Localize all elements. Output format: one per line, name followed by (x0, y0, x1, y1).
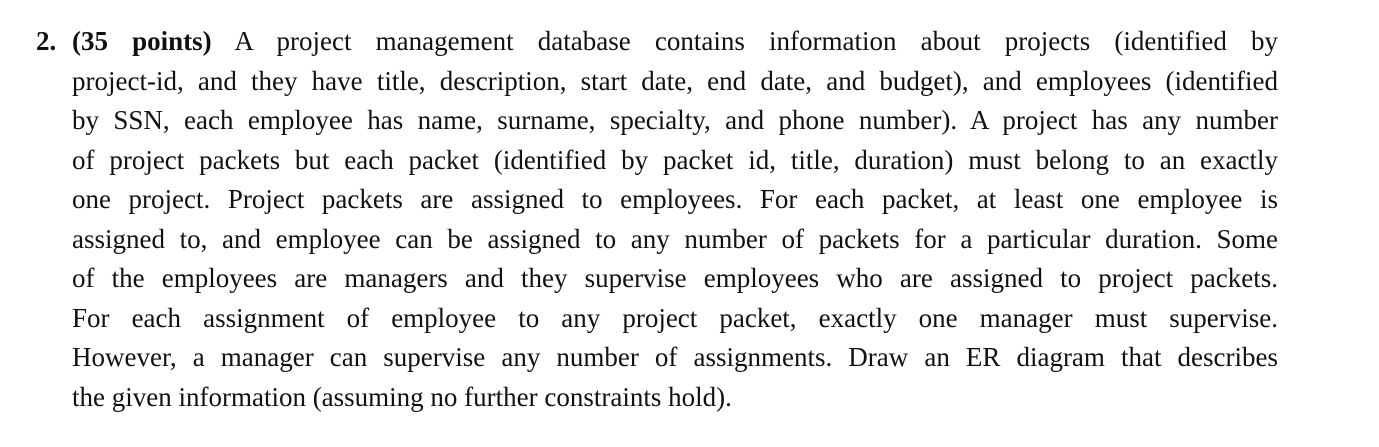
question-line-1: (35 points) A project management database contains information about projects (identified by (72, 26, 1279, 56)
question-line-3: by SSN, each employee has name, surname, specialty, and phone number). A project has any number (72, 105, 1278, 135)
question-line-10: the given information (assuming no further constraints hold). (72, 381, 732, 412)
question-line-9: However, a manager can supervise any number of assignments. Draw an ER diagram that describes (72, 342, 1278, 372)
question-text (72, 22, 1278, 417)
question-line-8: For each assignment of employee to any project packet, exactly one manager must supervise. (72, 302, 1278, 333)
question-line-5: one project. Project packets are assigned to employees. For each packet, at least one employee is (72, 184, 1278, 214)
question-number: 2. (36, 26, 57, 56)
question-block (36, 22, 1278, 417)
question-line-4: of project packets but each packet (identified by packet id, title, duration) must belong to an exactly (72, 144, 1278, 175)
question-points: (35 points) (72, 26, 212, 56)
question-line-7: of the employees are managers and they supervise employees who are assigned to project packets. (72, 263, 1278, 293)
question-line-2: project-id, and they have title, description, start date, end date, and budget), and employees (identified (72, 65, 1278, 96)
question-line-6: assigned to, and employee can be assigned to any number of packets for a particular duration. Some (72, 223, 1278, 254)
